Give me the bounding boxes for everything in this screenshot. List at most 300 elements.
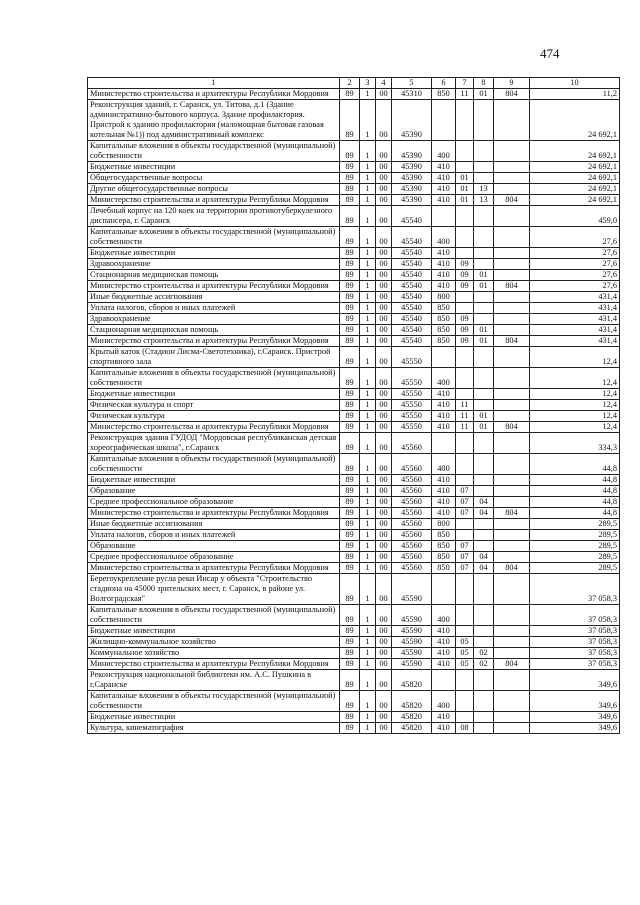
code-expense-type-cell: 410 [432,195,456,206]
code-program-cell: 1 [360,227,376,248]
code-article-cell: 45550 [392,347,432,368]
code-ministry-cell: 89 [340,292,360,303]
row-name-cell: Министерство строительства и архитектуры Республики Мордовия [88,195,340,206]
code-subsection-cell [474,574,494,605]
code-subsection-cell [474,259,494,270]
code-admin-cell: 804 [494,563,530,574]
row-name-cell: Бюджетные инвестиции [88,389,340,400]
code-program-cell: 1 [360,541,376,552]
code-section-cell: 09 [456,270,474,281]
code-subprogram-cell: 00 [376,563,392,574]
code-subprogram-cell: 00 [376,574,392,605]
code-section-cell [456,292,474,303]
row-name-cell: Капитальные вложения в объекты государственной (муниципальной) собственности [88,691,340,712]
code-subprogram-cell: 00 [376,626,392,637]
row-name-cell: Образование [88,541,340,552]
amount-cell: 431,4 [530,314,620,325]
code-subprogram-cell: 00 [376,723,392,734]
amount-cell: 37 058,3 [530,648,620,659]
code-expense-type-cell: 850 [432,303,456,314]
code-article-cell: 45560 [392,497,432,508]
row-name-cell: Министерство строительства и архитектуры Республики Мордовия [88,89,340,100]
code-ministry-cell: 89 [340,454,360,475]
code-admin-cell [494,519,530,530]
code-subsection-cell [474,475,494,486]
row-name-cell: Жилищно-коммунальное хозяйство [88,637,340,648]
code-admin-cell [494,574,530,605]
code-article-cell: 45560 [392,486,432,497]
code-admin-cell: 804 [494,336,530,347]
code-ministry-cell: 89 [340,433,360,454]
code-program-cell: 1 [360,433,376,454]
table-row [88,691,620,712]
code-admin-cell: 804 [494,659,530,670]
code-subprogram-cell: 00 [376,670,392,691]
code-subsection-cell [474,173,494,184]
code-section-cell [456,347,474,368]
amount-cell: 11,2 [530,89,620,100]
code-subprogram-cell: 00 [376,195,392,206]
amount-cell: 12,4 [530,368,620,389]
code-section-cell [456,100,474,141]
code-ministry-cell: 89 [340,541,360,552]
code-admin-cell [494,389,530,400]
code-expense-type-cell [432,574,456,605]
code-expense-type-cell: 850 [432,541,456,552]
amount-cell: 27,6 [530,227,620,248]
row-name-cell: Министерство строительства и архитектуры Республики Мордовия [88,659,340,670]
column-header: 4 [376,78,392,89]
code-ministry-cell: 89 [340,303,360,314]
table-row [88,195,620,206]
code-expense-type-cell: 400 [432,605,456,626]
code-subprogram-cell: 00 [376,389,392,400]
row-name-cell: Среднее профессиональное образование [88,552,340,563]
code-admin-cell [494,368,530,389]
code-article-cell: 45540 [392,303,432,314]
code-subsection-cell: 01 [474,411,494,422]
code-subprogram-cell: 00 [376,637,392,648]
code-subsection-cell [474,723,494,734]
code-program-cell: 1 [360,508,376,519]
amount-cell: 24 692,1 [530,173,620,184]
code-program-cell: 1 [360,691,376,712]
amount-cell: 37 058,3 [530,637,620,648]
table-row [88,497,620,508]
code-subprogram-cell: 00 [376,314,392,325]
row-name-cell: Министерство строительства и архитектуры Республики Мордовия [88,508,340,519]
code-subsection-cell [474,303,494,314]
code-section-cell: 11 [456,411,474,422]
row-name-cell: Капитальные вложения в объекты государственной (муниципальной) собственности [88,227,340,248]
code-expense-type-cell: 410 [432,281,456,292]
amount-cell: 289,5 [530,530,620,541]
code-subprogram-cell: 00 [376,184,392,195]
code-article-cell: 45540 [392,206,432,227]
code-subsection-cell [474,605,494,626]
code-section-cell [456,519,474,530]
table-row [88,270,620,281]
table-row [88,89,620,100]
row-name-cell: Бюджетные инвестиции [88,626,340,637]
code-subprogram-cell: 00 [376,648,392,659]
code-program-cell: 1 [360,670,376,691]
code-article-cell: 45590 [392,626,432,637]
code-section-cell: 11 [456,89,474,100]
code-ministry-cell: 89 [340,497,360,508]
code-expense-type-cell: 410 [432,648,456,659]
row-name-cell: Среднее профессиональное образование [88,497,340,508]
code-admin-cell [494,270,530,281]
column-header: 6 [432,78,456,89]
code-ministry-cell: 89 [340,626,360,637]
code-admin-cell: 804 [494,508,530,519]
code-subprogram-cell: 00 [376,368,392,389]
code-ministry-cell: 89 [340,637,360,648]
row-name-cell: Капитальные вложения в объекты государственной (муниципальной) собственности [88,454,340,475]
code-section-cell: 11 [456,400,474,411]
code-admin-cell [494,454,530,475]
code-section-cell [456,368,474,389]
amount-cell: 12,4 [530,411,620,422]
table-row [88,303,620,314]
code-program-cell: 1 [360,195,376,206]
table-row [88,723,620,734]
code-program-cell: 1 [360,206,376,227]
code-subsection-cell [474,454,494,475]
row-name-cell: Здравоохранение [88,259,340,270]
code-ministry-cell: 89 [340,530,360,541]
table-row [88,411,620,422]
code-section-cell: 07 [456,563,474,574]
code-section-cell [456,530,474,541]
code-subprogram-cell: 00 [376,497,392,508]
code-section-cell: 09 [456,325,474,336]
code-section-cell [456,691,474,712]
code-subprogram-cell: 00 [376,325,392,336]
code-program-cell: 1 [360,519,376,530]
code-article-cell: 45390 [392,162,432,173]
code-program-cell: 1 [360,552,376,563]
code-article-cell: 45560 [392,541,432,552]
code-article-cell: 45390 [392,195,432,206]
code-ministry-cell: 89 [340,227,360,248]
code-ministry-cell: 89 [340,195,360,206]
code-admin-cell [494,100,530,141]
code-subsection-cell [474,712,494,723]
code-subprogram-cell: 00 [376,173,392,184]
row-name-cell: Крытый каток (Стадион Лисма-Светотехника), г.Саранск. Пристрой спортивного зала [88,347,340,368]
code-ministry-cell: 89 [340,100,360,141]
code-section-cell [456,454,474,475]
amount-cell: 27,6 [530,281,620,292]
code-subprogram-cell: 00 [376,519,392,530]
code-expense-type-cell: 410 [432,712,456,723]
code-section-cell: 05 [456,659,474,670]
row-name-cell: Бюджетные инвестиции [88,162,340,173]
code-expense-type-cell: 800 [432,292,456,303]
code-article-cell: 45560 [392,475,432,486]
code-section-cell [456,670,474,691]
row-name-cell: Бюджетные инвестиции [88,712,340,723]
code-ministry-cell: 89 [340,519,360,530]
code-subprogram-cell: 00 [376,227,392,248]
code-subprogram-cell: 00 [376,486,392,497]
amount-cell: 24 692,1 [530,141,620,162]
code-ministry-cell: 89 [340,206,360,227]
code-admin-cell [494,162,530,173]
code-subsection-cell: 01 [474,422,494,433]
amount-cell: 27,6 [530,248,620,259]
code-expense-type-cell: 800 [432,519,456,530]
column-header: 10 [530,78,620,89]
code-section-cell [456,303,474,314]
code-expense-type-cell: 410 [432,497,456,508]
code-ministry-cell: 89 [340,475,360,486]
code-subsection-cell: 13 [474,184,494,195]
code-article-cell: 45540 [392,325,432,336]
column-header: 2 [340,78,360,89]
code-subsection-cell [474,227,494,248]
code-ministry-cell: 89 [340,670,360,691]
table-row [88,605,620,626]
code-subsection-cell [474,541,494,552]
code-expense-type-cell: 400 [432,368,456,389]
code-expense-type-cell: 850 [432,325,456,336]
code-ministry-cell: 89 [340,552,360,563]
code-article-cell: 45390 [392,141,432,162]
code-admin-cell [494,227,530,248]
row-name-cell: Уплата налогов, сборов и иных платежей [88,530,340,541]
code-subsection-cell [474,206,494,227]
amount-cell: 44,8 [530,508,620,519]
code-admin-cell [494,259,530,270]
code-section-cell [456,141,474,162]
code-ministry-cell: 89 [340,574,360,605]
code-article-cell: 45550 [392,422,432,433]
amount-cell: 289,5 [530,519,620,530]
code-admin-cell: 804 [494,89,530,100]
row-name-cell: Иные бюджетные ассигнования [88,292,340,303]
code-admin-cell: 804 [494,281,530,292]
code-subprogram-cell: 00 [376,303,392,314]
code-section-cell [456,605,474,626]
code-section-cell: 09 [456,281,474,292]
row-name-cell: Стационарная медицинская помощь [88,270,340,281]
code-subprogram-cell: 00 [376,336,392,347]
code-subprogram-cell: 00 [376,530,392,541]
code-article-cell: 45540 [392,248,432,259]
table-row [88,314,620,325]
row-name-cell: Берегоукрепление русла реки Инсар у объекта "Строительство стадиона на 45000 зрительских мест, г. Саранск, в районе ул. Волгоградская" [88,574,340,605]
table-row [88,368,620,389]
code-subsection-cell: 13 [474,195,494,206]
code-expense-type-cell: 400 [432,141,456,162]
code-ministry-cell: 89 [340,486,360,497]
row-name-cell: Капитальные вложения в объекты государственной (муниципальной) собственности [88,141,340,162]
row-name-cell: Здравоохранение [88,314,340,325]
amount-cell: 37 058,3 [530,626,620,637]
table-row [88,648,620,659]
code-admin-cell [494,314,530,325]
row-name-cell: Стационарная медицинская помощь [88,325,340,336]
column-header: 1 [88,78,340,89]
code-subprogram-cell: 00 [376,347,392,368]
code-section-cell: 07 [456,497,474,508]
code-ministry-cell: 89 [340,659,360,670]
amount-cell: 24 692,1 [530,100,620,141]
code-section-cell [456,248,474,259]
code-program-cell: 1 [360,314,376,325]
code-subprogram-cell: 00 [376,400,392,411]
row-name-cell: Реконструкция здания ГУДОД "Мордовская республиканская детская хореографическая школа", г.Саранск [88,433,340,454]
code-article-cell: 45560 [392,454,432,475]
code-ministry-cell: 89 [340,712,360,723]
table-row [88,670,620,691]
code-subsection-cell [474,368,494,389]
code-admin-cell: 804 [494,422,530,433]
code-section-cell: 01 [456,184,474,195]
code-program-cell: 1 [360,422,376,433]
code-subsection-cell [474,530,494,541]
table-row [88,336,620,347]
code-ministry-cell: 89 [340,563,360,574]
code-program-cell: 1 [360,605,376,626]
code-expense-type-cell [432,433,456,454]
code-program-cell: 1 [360,486,376,497]
code-article-cell: 45550 [392,368,432,389]
code-subprogram-cell: 00 [376,270,392,281]
table-row [88,227,620,248]
code-subprogram-cell: 00 [376,475,392,486]
table-row [88,574,620,605]
amount-cell: 37 058,3 [530,659,620,670]
code-article-cell: 45540 [392,259,432,270]
code-admin-cell [494,541,530,552]
code-subprogram-cell: 00 [376,433,392,454]
code-subprogram-cell: 00 [376,605,392,626]
code-article-cell: 45550 [392,389,432,400]
code-expense-type-cell: 410 [432,173,456,184]
code-program-cell: 1 [360,259,376,270]
code-expense-type-cell: 850 [432,563,456,574]
code-program-cell: 1 [360,89,376,100]
code-article-cell: 45540 [392,227,432,248]
code-subprogram-cell: 00 [376,141,392,162]
code-admin-cell [494,292,530,303]
code-ministry-cell: 89 [340,141,360,162]
table-row [88,422,620,433]
code-section-cell: 05 [456,648,474,659]
table-row [88,325,620,336]
code-admin-cell [494,184,530,195]
code-admin-cell [494,411,530,422]
code-expense-type-cell [432,670,456,691]
table-row [88,433,620,454]
column-header: 7 [456,78,474,89]
code-program-cell: 1 [360,637,376,648]
code-subprogram-cell: 00 [376,552,392,563]
code-admin-cell [494,400,530,411]
code-subprogram-cell: 00 [376,292,392,303]
code-program-cell: 1 [360,497,376,508]
code-expense-type-cell: 410 [432,184,456,195]
code-subsection-cell [474,400,494,411]
code-subsection-cell: 02 [474,648,494,659]
code-subprogram-cell: 00 [376,541,392,552]
code-expense-type-cell [432,206,456,227]
code-ministry-cell: 89 [340,173,360,184]
code-subsection-cell: 01 [474,325,494,336]
code-section-cell: 05 [456,637,474,648]
table-row [88,530,620,541]
code-subprogram-cell: 00 [376,259,392,270]
code-subprogram-cell: 00 [376,659,392,670]
table-row [88,659,620,670]
code-subprogram-cell: 00 [376,411,392,422]
table-row [88,248,620,259]
code-article-cell: 45820 [392,670,432,691]
code-expense-type-cell [432,100,456,141]
amount-cell: 349,6 [530,712,620,723]
row-name-cell: Бюджетные инвестиции [88,475,340,486]
table-row [88,400,620,411]
code-subsection-cell: 02 [474,659,494,670]
amount-cell: 12,4 [530,389,620,400]
code-program-cell: 1 [360,411,376,422]
code-subprogram-cell: 00 [376,691,392,712]
code-subprogram-cell: 00 [376,281,392,292]
row-name-cell: Физическая культура и спорт [88,400,340,411]
code-program-cell: 1 [360,292,376,303]
code-admin-cell: 804 [494,195,530,206]
amount-cell: 349,6 [530,691,620,712]
code-program-cell: 1 [360,454,376,475]
code-subsection-cell: 01 [474,281,494,292]
code-program-cell: 1 [360,389,376,400]
code-expense-type-cell: 410 [432,626,456,637]
code-subprogram-cell: 00 [376,454,392,475]
code-article-cell: 45540 [392,292,432,303]
table-row [88,475,620,486]
code-article-cell: 45820 [392,691,432,712]
amount-cell: 349,6 [530,723,620,734]
code-admin-cell [494,497,530,508]
column-header: 9 [494,78,530,89]
code-article-cell: 45550 [392,411,432,422]
code-expense-type-cell: 850 [432,314,456,325]
code-article-cell: 45820 [392,712,432,723]
code-admin-cell [494,325,530,336]
code-article-cell: 45540 [392,336,432,347]
amount-cell: 289,5 [530,552,620,563]
amount-cell: 24 692,1 [530,162,620,173]
header-row [88,78,620,89]
code-subprogram-cell: 00 [376,89,392,100]
code-subsection-cell [474,389,494,400]
code-section-cell: 07 [456,508,474,519]
code-article-cell: 45560 [392,530,432,541]
code-expense-type-cell: 410 [432,259,456,270]
row-name-cell: Иные бюджетные ассигнования [88,519,340,530]
code-expense-type-cell: 400 [432,454,456,475]
code-section-cell: 09 [456,336,474,347]
code-section-cell [456,227,474,248]
amount-cell: 44,8 [530,497,620,508]
code-admin-cell [494,433,530,454]
amount-cell: 431,4 [530,292,620,303]
amount-cell: 27,6 [530,270,620,281]
